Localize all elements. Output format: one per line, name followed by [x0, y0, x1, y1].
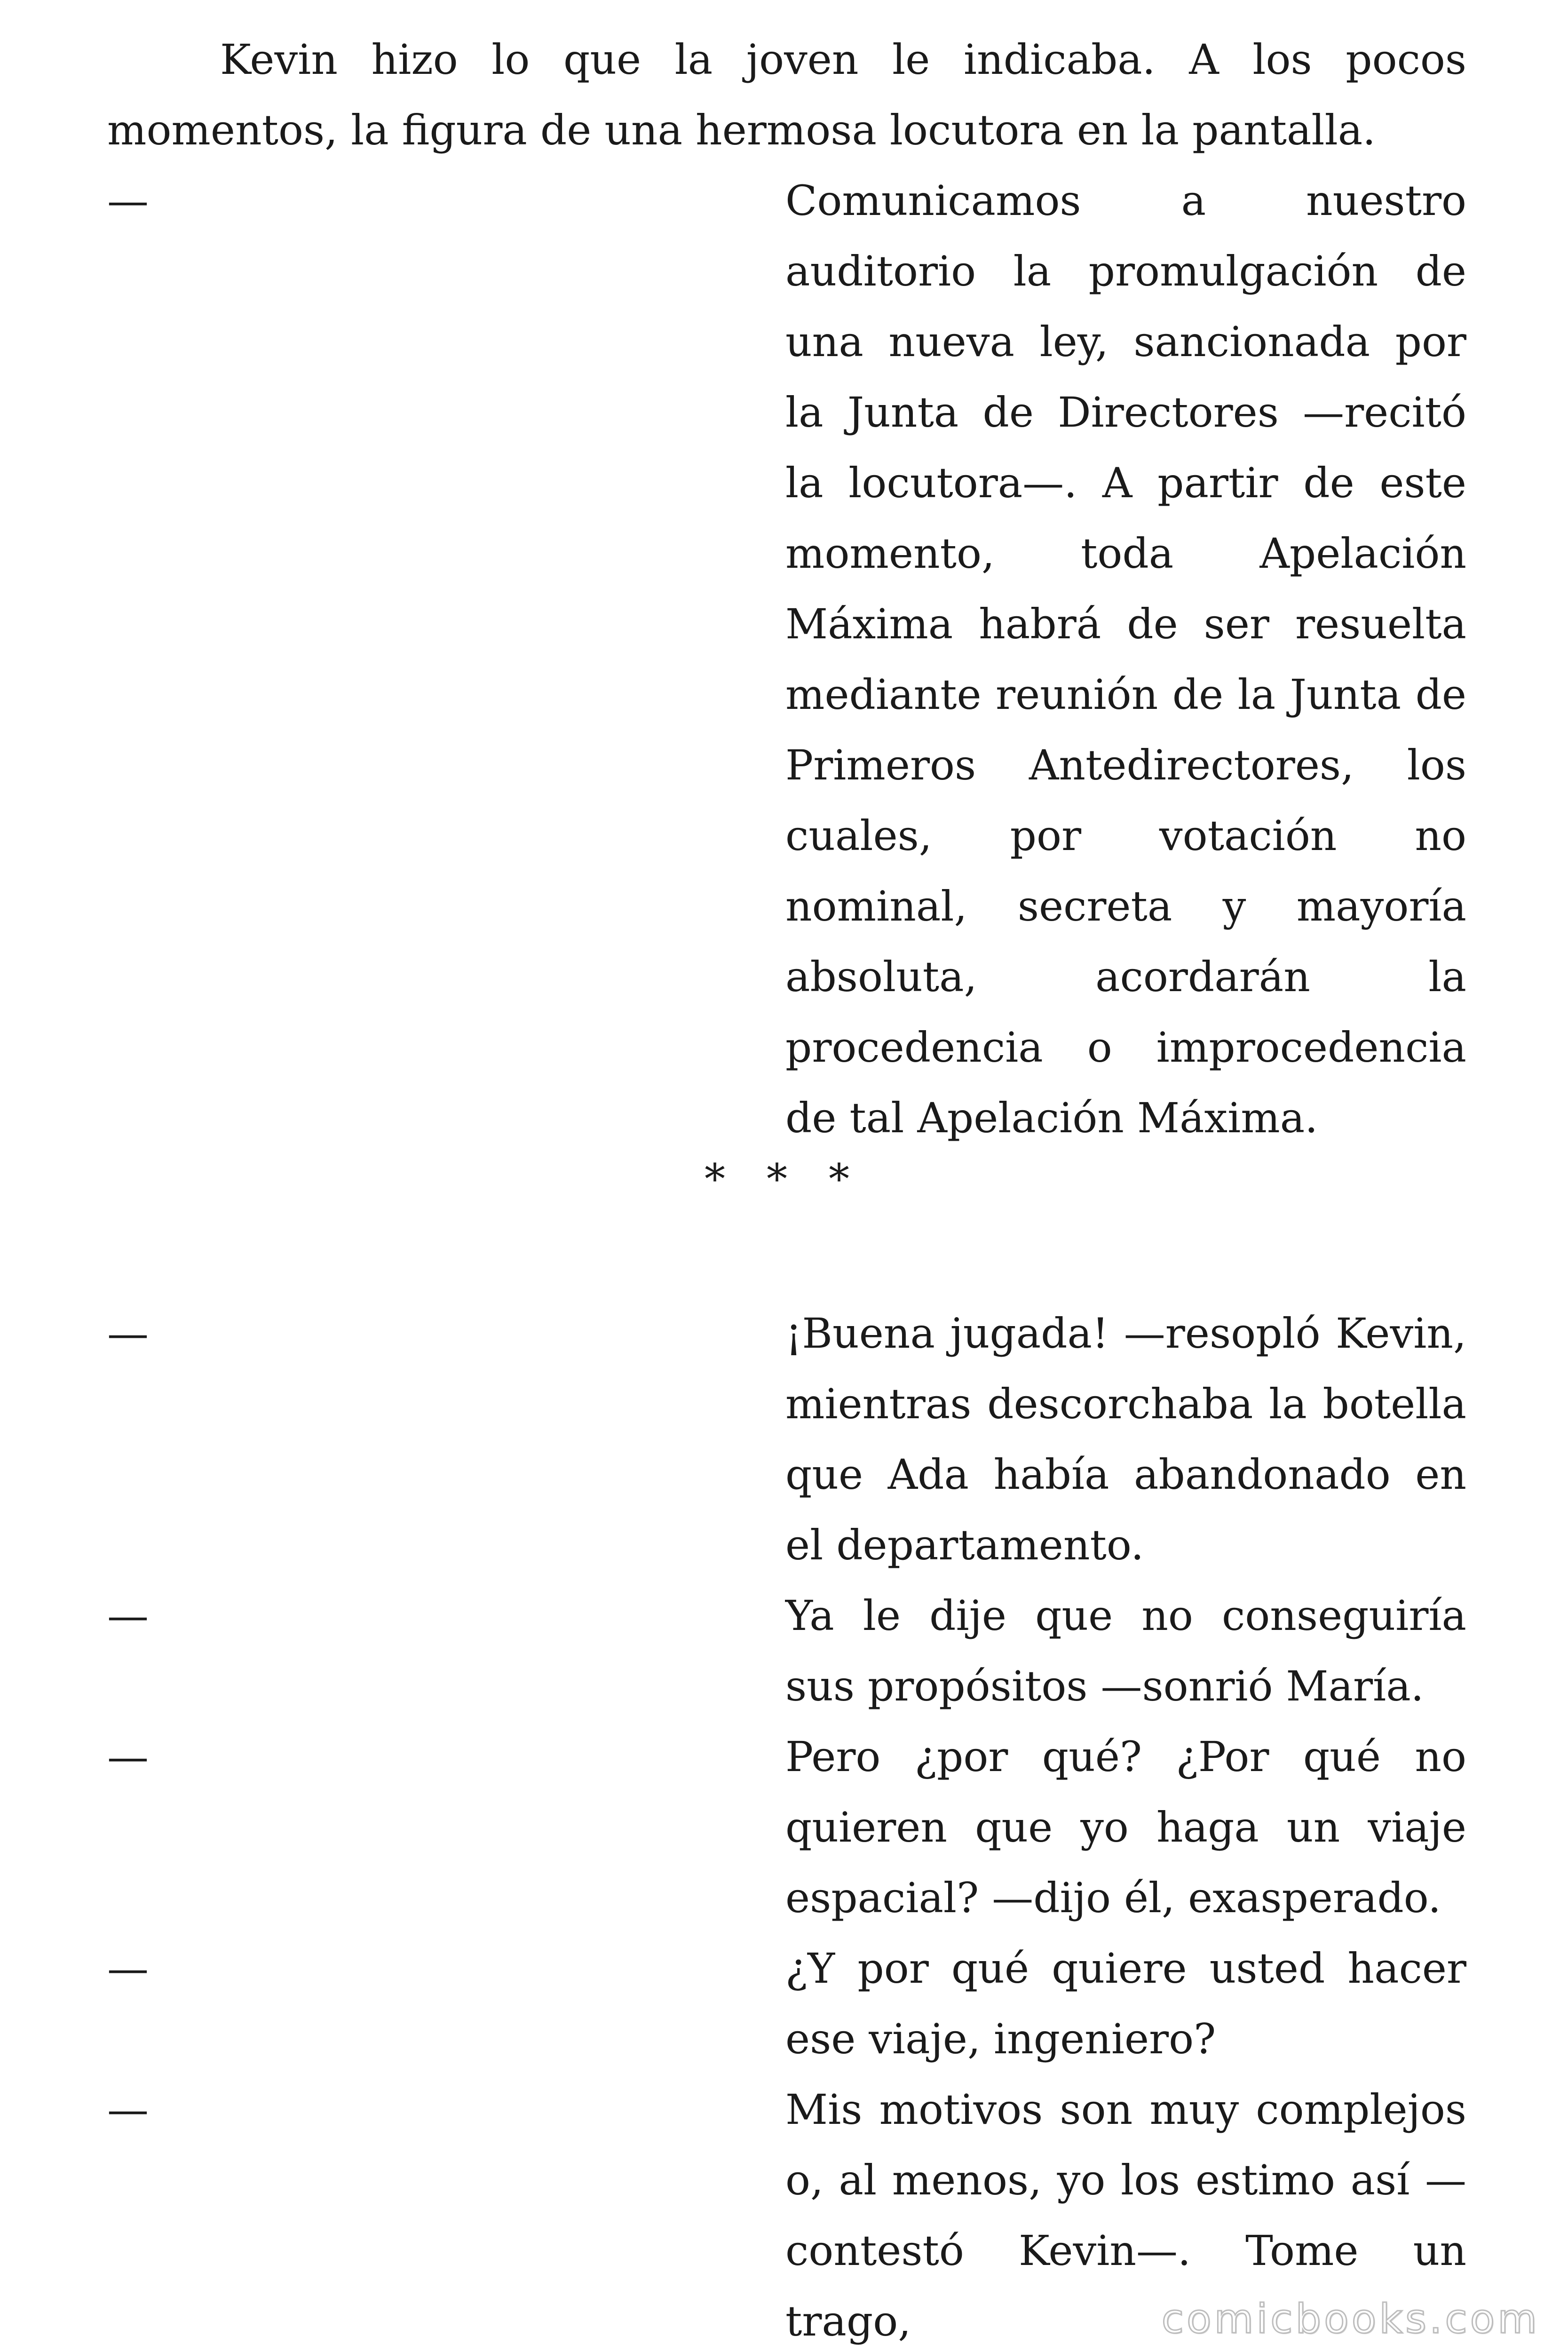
dialogue-dash: — — [107, 1309, 149, 1358]
dialogue-text: ¿Y por qué quiere usted hacer ese viaje, ingeniero? — [785, 1944, 1466, 2063]
dialogue-line — [107, 1298, 1466, 1581]
dialogue-text: Ya le dije que no conseguiría sus propósitos —sonrió María. — [785, 1591, 1466, 1710]
dialogue-text: ¡Buena jugada! —resopló Kevin, mientras descorchaba la botella que Ada había abandonado en el departamento. — [785, 1309, 1466, 1569]
dialogue-dash: — — [107, 1732, 149, 1781]
dialogue-text: Pero ¿por qué? ¿Por qué no quieren que yo haga un viaje espacial? —dijo él, exasperado. — [785, 1732, 1466, 1922]
intro-paragraph: Kevin hizo lo que la joven le indicaba. A los pocos momentos, la figura de una hermosa locutora en la pantalla. — [107, 35, 1466, 154]
dialogue-line — [107, 166, 1466, 1153]
dialogue-line — [107, 1933, 1466, 2074]
dialogue-line — [107, 1581, 1466, 1722]
dialogue-text: Comunicamos a nuestro auditorio la promulgación de una nueva ley, sancionada por la Junta de Directores —recitó la locutora—. A partir de este momento, toda Apelación Máxima habrá de ser resuelta mediante reunión de la Junta de Primeros Antedirectores, los cuales, por votación no nominal, secreta y mayoría absoluta, acordarán la procedencia o improcedencia de tal Apelación Máxima. — [785, 176, 1466, 1142]
dialogue-dash: — — [107, 176, 149, 225]
dialogue-dash: — — [107, 1944, 149, 1993]
watermark: comicbooks.com — [1161, 2296, 1540, 2343]
dialogue-dash: — — [107, 2085, 149, 2134]
dialogue-text: Mis motivos son muy complejos o, al menos, yo los estimo así —contestó Kevin—. Tome un trago, — [785, 2085, 1466, 2345]
dialogue-dash: — — [107, 1591, 149, 1640]
scene-separator: * * * — [705, 1155, 863, 1203]
dialogue-line — [107, 1722, 1466, 1933]
